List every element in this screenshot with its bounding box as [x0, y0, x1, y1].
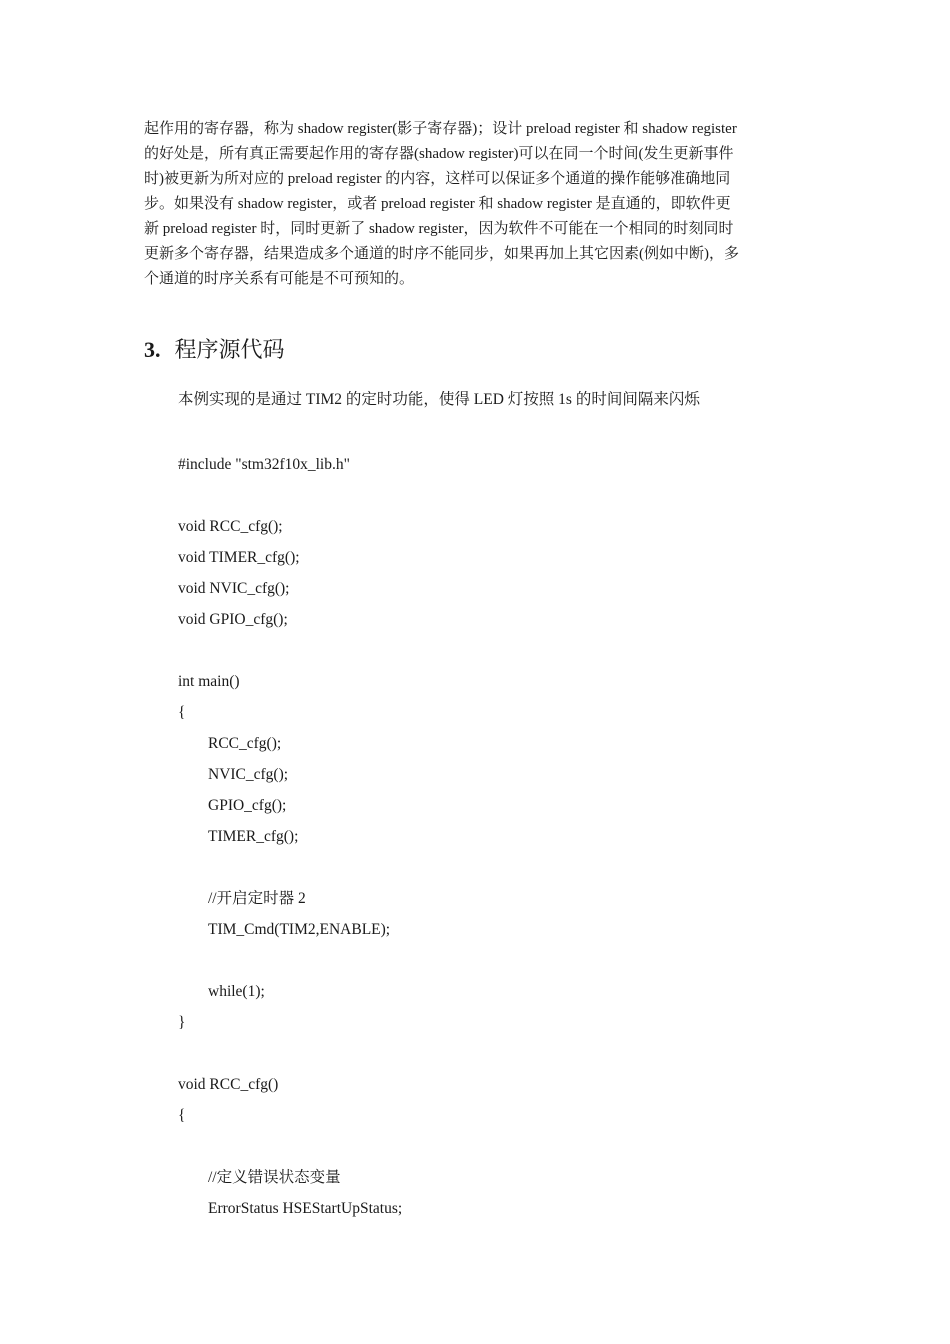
- code-line: {: [178, 704, 186, 721]
- code-line: TIM_Cmd(TIM2,ENABLE);: [208, 921, 391, 938]
- paragraph-line: 新 preload register 时，同时更新了 shadow register，因为软件不可能在一个相同的时刻同时: [144, 221, 734, 237]
- code-line: void GPIO_cfg();: [178, 611, 288, 628]
- code-line: [178, 635, 402, 666]
- code-line: void NVIC_cfg();: [178, 580, 290, 597]
- code-line: [178, 945, 402, 976]
- paragraph-line: 更新多个寄存器，结果造成多个通道的时序不能同步，如果再加上其它因素(例如中断)，多: [144, 246, 739, 262]
- code-line: {: [178, 1107, 186, 1124]
- code-line: [178, 1131, 402, 1162]
- paragraph-line: 起作用的寄存器，称为 shadow register(影子寄存器)；设计 preload register 和 shadow register: [144, 121, 737, 137]
- code-line: TIMER_cfg();: [208, 828, 299, 845]
- code-line: while(1);: [208, 983, 265, 1000]
- code-line: RCC_cfg();: [208, 735, 282, 752]
- code-line: [178, 852, 402, 883]
- section-heading: [144, 334, 285, 366]
- code-line: GPIO_cfg();: [208, 797, 287, 814]
- code-comment: //定义错误状态变量: [208, 1169, 341, 1186]
- paragraph-line: 的好处是，所有真正需要起作用的寄存器(shadow register)可以在同一个时间(发生更新事件: [144, 146, 734, 162]
- paragraph-line: 时)被更新为所对应的 preload register 的内容，这样可以保证多个通道的操作能够准确地同: [144, 171, 731, 187]
- code-line: void RCC_cfg();: [178, 518, 283, 535]
- code-listing: [178, 449, 402, 1224]
- code-comment: //开启定时器 2: [208, 890, 306, 907]
- code-line: }: [178, 1014, 186, 1031]
- code-line: [178, 480, 402, 511]
- code-line: ErrorStatus HSEStartUpStatus;: [208, 1200, 403, 1217]
- section-title: 程序源代码: [174, 337, 285, 362]
- code-line: void RCC_cfg(): [178, 1076, 279, 1093]
- code-line: void TIMER_cfg();: [178, 549, 300, 566]
- code-line: #include "stm32f10x_lib.h": [178, 456, 350, 473]
- section-number: 3.: [144, 337, 161, 362]
- code-line: NVIC_cfg();: [208, 766, 289, 783]
- paragraph-line: 个通道的时序关系有可能是不可预知的。: [144, 271, 415, 287]
- code-line: [178, 1038, 402, 1069]
- paragraph-line: 步。如果没有 shadow register，或者 preload register 和 shadow register 是直通的，即软件更: [144, 196, 731, 212]
- code-line: int main(): [178, 673, 240, 690]
- body-paragraph: [144, 117, 810, 292]
- intro-text: 本例实现的是通过 TIM2 的定时功能，使得 LED 灯按照 1s 的时间间隔来闪烁: [178, 391, 700, 408]
